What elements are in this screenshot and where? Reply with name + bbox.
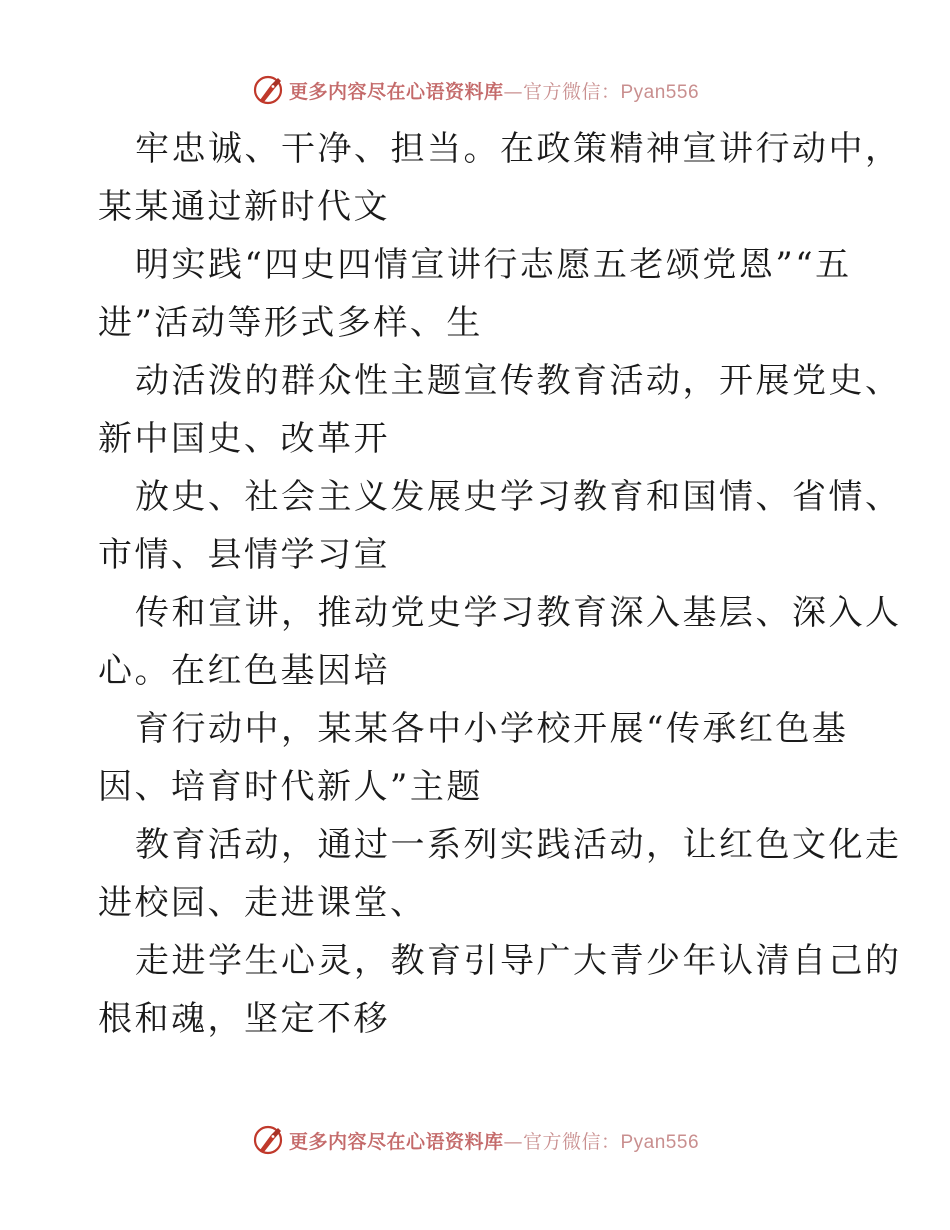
footer-wechat-label: 官方微信： — [522, 1130, 621, 1153]
text-line-16: 根和魂，坚定不移 — [98, 999, 390, 1039]
footer-banner-text — [289, 1127, 699, 1154]
header-banner — [0, 70, 950, 110]
text-line-1: 牢忠诚、干净、担当。在政策精神宣讲行动中， — [135, 129, 902, 169]
text-line-4: 进”活动等形式多样、生 — [98, 303, 483, 343]
header-separator: — — [503, 80, 523, 103]
header-brand: 更多内容尽在心语资料库 — [288, 80, 504, 103]
footer-brand: 更多内容尽在心语资料库 — [288, 1130, 504, 1153]
document-body — [98, 120, 902, 1048]
text-line-3: 明实践“四史四情宣讲行志愿五老颂党恩”“五 — [135, 245, 852, 285]
text-line-14: 进校园、走进课堂、 — [98, 883, 427, 923]
text-line-12: 因、培育时代新人”主题 — [98, 767, 483, 807]
footer-banner — [0, 1120, 950, 1160]
footer-separator: — — [503, 1130, 523, 1153]
text-line-2: 某某通过新时代文 — [98, 187, 390, 227]
footer-wechat-id: Pyan556 — [620, 1131, 700, 1153]
text-line-7: 放史、社会主义发展史学习教育和国情、省情、 — [135, 477, 902, 517]
text-line-8: 市情、县情学习宣 — [98, 535, 390, 575]
text-line-6: 新中国史、改革开 — [98, 419, 390, 459]
text-line-9: 传和宣讲，推动党史学习教育深入基层、深入人 — [135, 593, 902, 633]
text-line-11: 育行动中，某某各中小学校开展“传承红色基 — [135, 709, 849, 749]
pen-logo-icon — [251, 73, 285, 107]
header-banner-text — [289, 77, 699, 104]
text-line-5: 动活泼的群众性主题宣传教育活动，开展党史、 — [135, 361, 902, 401]
text-line-15: 走进学生心灵，教育引导广大青少年认清自己的 — [135, 941, 902, 981]
header-wechat-label: 官方微信： — [522, 80, 621, 103]
header-wechat-id: Pyan556 — [620, 81, 700, 103]
text-line-13: 教育活动，通过一系列实践活动，让红色文化走 — [135, 825, 902, 865]
pen-logo-icon — [251, 1123, 285, 1157]
text-line-10: 心。在红色基因培 — [98, 651, 390, 691]
